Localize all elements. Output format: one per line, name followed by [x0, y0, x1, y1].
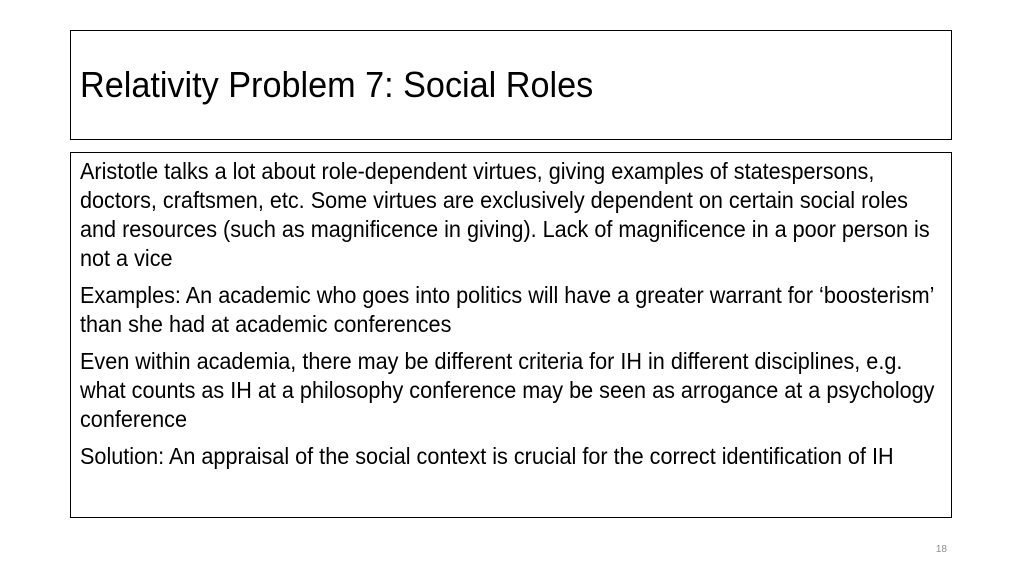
- slide-title: Relativity Problem 7: Social Roles: [80, 64, 594, 105]
- paragraph-examples: Examples: An academic who goes into politics will have a greater warrant for ‘boosterism’ than she had at academic conferences: [80, 282, 934, 337]
- page-number: 18: [935, 544, 947, 555]
- paragraph-solution: Solution: An appraisal of the social context is crucial for the correct identification of IH: [80, 443, 894, 469]
- paragraph-academia: Even within academia, there may be different criteria for IH in different disciplines, e.g. what counts as IH at a philosophy conference may be seen as arrogance at a psychology conference: [80, 348, 935, 432]
- paragraph-aristotle: Aristotle talks a lot about role-dependent virtues, giving examples of statespersons, doctors, craftsmen, etc. Some virtues are exclusively dependent on certain social roles and resources (such as magnificence in giving). Lack of magnificence in a poor person is not a vice: [80, 158, 930, 271]
- title-box: [70, 30, 952, 140]
- content-box: [70, 152, 952, 518]
